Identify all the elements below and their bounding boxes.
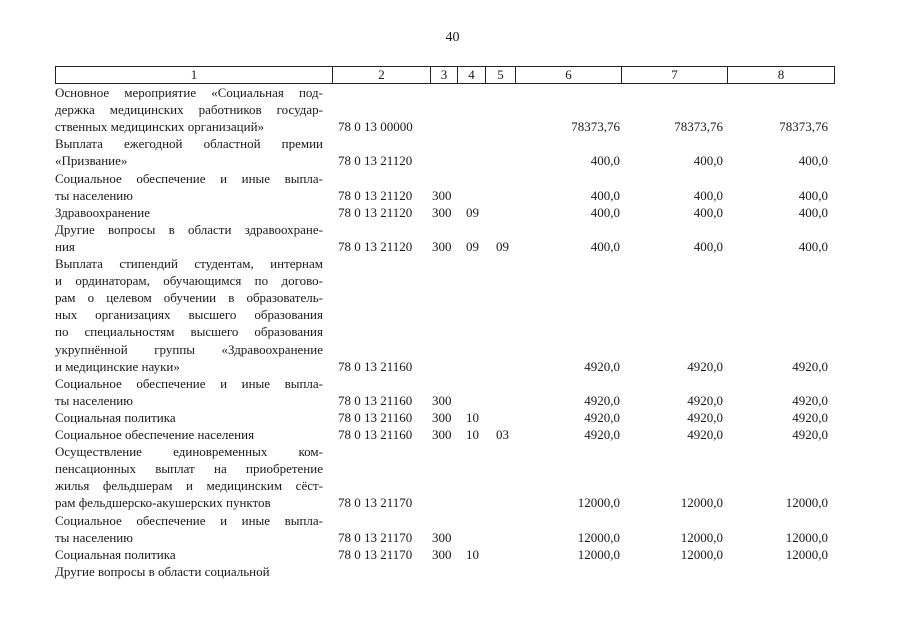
row-10-text-line: ты населению xyxy=(55,529,133,545)
row-9-text-line: рам фельдшерско-акушерских пунктов xyxy=(55,495,271,511)
row-2-code-cell: 78 0 13 21120 xyxy=(338,187,413,203)
row-0-text-line: ственных медицинских организаций» xyxy=(55,119,265,135)
row-1-text-line: Выплата ежегодной областной премии xyxy=(55,136,323,152)
row-8-col5-cell: 03 xyxy=(496,427,509,442)
header-col-2: 2 xyxy=(333,67,431,83)
row-6-text-line: Социальное обеспечение и иные выпла- xyxy=(55,375,323,391)
row-8-col3-cell: 300 xyxy=(432,427,452,442)
row-7-value-col7: 4920,0 xyxy=(687,409,723,425)
row-11-col4-cell: 10 xyxy=(466,546,479,562)
row-0-value-col6: 78373,76 xyxy=(571,119,620,135)
row-4-text-line: ния xyxy=(55,238,75,254)
row-5-text-line: и медицинские науки» xyxy=(55,358,180,374)
row-5-value-col7: 4920,0 xyxy=(687,358,723,374)
header-col-6: 6 xyxy=(516,67,622,83)
row-3-code-cell: 78 0 13 21120 xyxy=(338,204,413,220)
header-col-1: 1 xyxy=(56,67,333,83)
row-2-text-line: Социальное обеспечение и иные выпла- xyxy=(55,170,323,186)
row-0-value-col7: 78373,76 xyxy=(674,119,723,135)
row-4-col5-cell: 09 xyxy=(496,238,509,254)
header-col-4: 4 xyxy=(458,67,486,83)
row-7-col3-cell: 300 xyxy=(432,409,452,425)
row-10-value-col8: 12000,0 xyxy=(785,529,828,545)
row-6-value-col8: 4920,0 xyxy=(792,392,828,408)
row-5-text-line: Выплата стипендий студентам, интернам xyxy=(55,256,323,271)
row-2-value-col6: 400,0 xyxy=(590,187,620,203)
row-8-value-col6: 4920,0 xyxy=(584,427,620,442)
row-0-text-line: Основное мероприятие «Социальная под- xyxy=(55,85,323,100)
row-6-code-cell: 78 0 13 21160 xyxy=(338,392,413,408)
row-9-text-line: пенсационных выплат на приобретение xyxy=(55,461,323,477)
row-10-value-col6: 12000,0 xyxy=(577,529,620,545)
row-8-text-line: Социальное обеспечение населения xyxy=(55,427,255,442)
row-11-code-cell: 78 0 13 21170 xyxy=(338,546,413,562)
row-1-text-line: «Призвание» xyxy=(55,153,128,169)
row-7-col4-cell: 10 xyxy=(466,409,479,425)
row-1-code-cell: 78 0 13 21120 xyxy=(338,153,413,169)
row-0-text-line: держка медицинских работников государ- xyxy=(55,102,323,118)
row-4-value-col7: 400,0 xyxy=(693,238,723,254)
row-5-value-col6: 4920,0 xyxy=(584,358,620,374)
row-11-value-col6: 12000,0 xyxy=(577,546,620,562)
header-col-8: 8 xyxy=(777,67,785,82)
row-6-value-col6: 4920,0 xyxy=(584,392,620,408)
row-7-value-col8: 4920,0 xyxy=(792,409,828,425)
row-11-value-col7: 12000,0 xyxy=(680,546,723,562)
row-1-value-col7: 400,0 xyxy=(693,153,723,169)
row-8-code-cell: 78 0 13 21160 xyxy=(338,427,413,442)
row-2-col3-cell: 300 xyxy=(432,187,452,203)
row-7-text-line: Социальная политика xyxy=(55,409,176,425)
row-7-code-cell: 78 0 13 21160 xyxy=(338,409,413,425)
page-number: 40 xyxy=(445,30,460,45)
row-9-value-col7: 12000,0 xyxy=(680,495,723,511)
row-11-text-line: Социальная политика xyxy=(55,546,176,562)
row-2-text-line: ты населению xyxy=(55,187,133,203)
row-10-col3-cell: 300 xyxy=(432,529,452,545)
row-2-value-col8: 400,0 xyxy=(798,187,828,203)
row-3-col3-cell: 300 xyxy=(432,204,452,220)
header-col-3: 3 xyxy=(431,67,458,83)
row-5-text-line: по специальностям высшего образования xyxy=(55,324,323,340)
row-7-value-col6: 4920,0 xyxy=(584,409,620,425)
row-8-col4-cell: 10 xyxy=(466,427,479,442)
row-8-value-col8: 4920,0 xyxy=(792,427,828,442)
row-4-col4-cell: 09 xyxy=(466,238,479,254)
row-3-value-col6: 400,0 xyxy=(590,204,620,220)
row-1-value-col8: 400,0 xyxy=(798,153,828,169)
row-9-code-cell: 78 0 13 21170 xyxy=(338,495,413,511)
row-8-value-col7: 4920,0 xyxy=(687,427,723,442)
row-10-text-line: Социальное обеспечение и иные выпла- xyxy=(55,512,323,528)
row-5-text-line: ных организациях высшего образования xyxy=(55,307,323,323)
row-6-col3-cell: 300 xyxy=(432,392,452,408)
row-4-text-line: Другие вопросы в области здравоохране- xyxy=(55,221,323,237)
row-10-code-cell: 78 0 13 21170 xyxy=(338,529,413,545)
row-11-col3-cell: 300 xyxy=(432,546,452,562)
header-col-7: 7 xyxy=(622,67,728,83)
row-5-text-line: и ординаторам, обучающимся по догово- xyxy=(55,273,323,289)
row-3-value-col8: 400,0 xyxy=(798,204,828,220)
row-3-col4-cell: 09 xyxy=(466,204,479,220)
row-0-value-col8: 78373,76 xyxy=(779,119,828,135)
row-4-code-cell: 78 0 13 21120 xyxy=(338,238,413,254)
row-6-text-line: ты населению xyxy=(55,392,133,408)
row-5-text-line: укрупнённой группы «Здравоохранение xyxy=(55,341,323,357)
row-6-value-col7: 4920,0 xyxy=(687,392,723,408)
table-header xyxy=(55,66,835,84)
row-3-text-line: Здравоохранение xyxy=(55,204,150,220)
row-4-col3-cell: 300 xyxy=(432,238,452,254)
row-4-value-col6: 400,0 xyxy=(590,238,620,254)
header-col-5: 5 xyxy=(486,67,516,83)
row-4-value-col8: 400,0 xyxy=(798,238,828,254)
row-10-value-col7: 12000,0 xyxy=(680,529,723,545)
row-9-value-col8: 12000,0 xyxy=(785,495,828,511)
row-12-text-line: Другие вопросы в области социальной xyxy=(55,563,270,579)
row-0-code-cell: 78 0 13 00000 xyxy=(338,119,413,135)
row-5-code-cell: 78 0 13 21160 xyxy=(338,358,413,374)
row-9-text-line: Осуществление единовременных ком- xyxy=(55,444,323,460)
row-1-value-col6: 400,0 xyxy=(590,153,620,169)
row-5-value-col8: 4920,0 xyxy=(792,358,828,374)
row-9-text-line: жилья фельдшерам и медицинским сёст- xyxy=(55,478,323,494)
row-3-value-col7: 400,0 xyxy=(693,204,723,220)
row-9-value-col6: 12000,0 xyxy=(577,495,620,511)
row-5-text-line: рам о целевом обучении в образователь- xyxy=(55,290,323,306)
row-11-value-col8: 12000,0 xyxy=(785,546,828,562)
row-2-value-col7: 400,0 xyxy=(693,187,723,203)
